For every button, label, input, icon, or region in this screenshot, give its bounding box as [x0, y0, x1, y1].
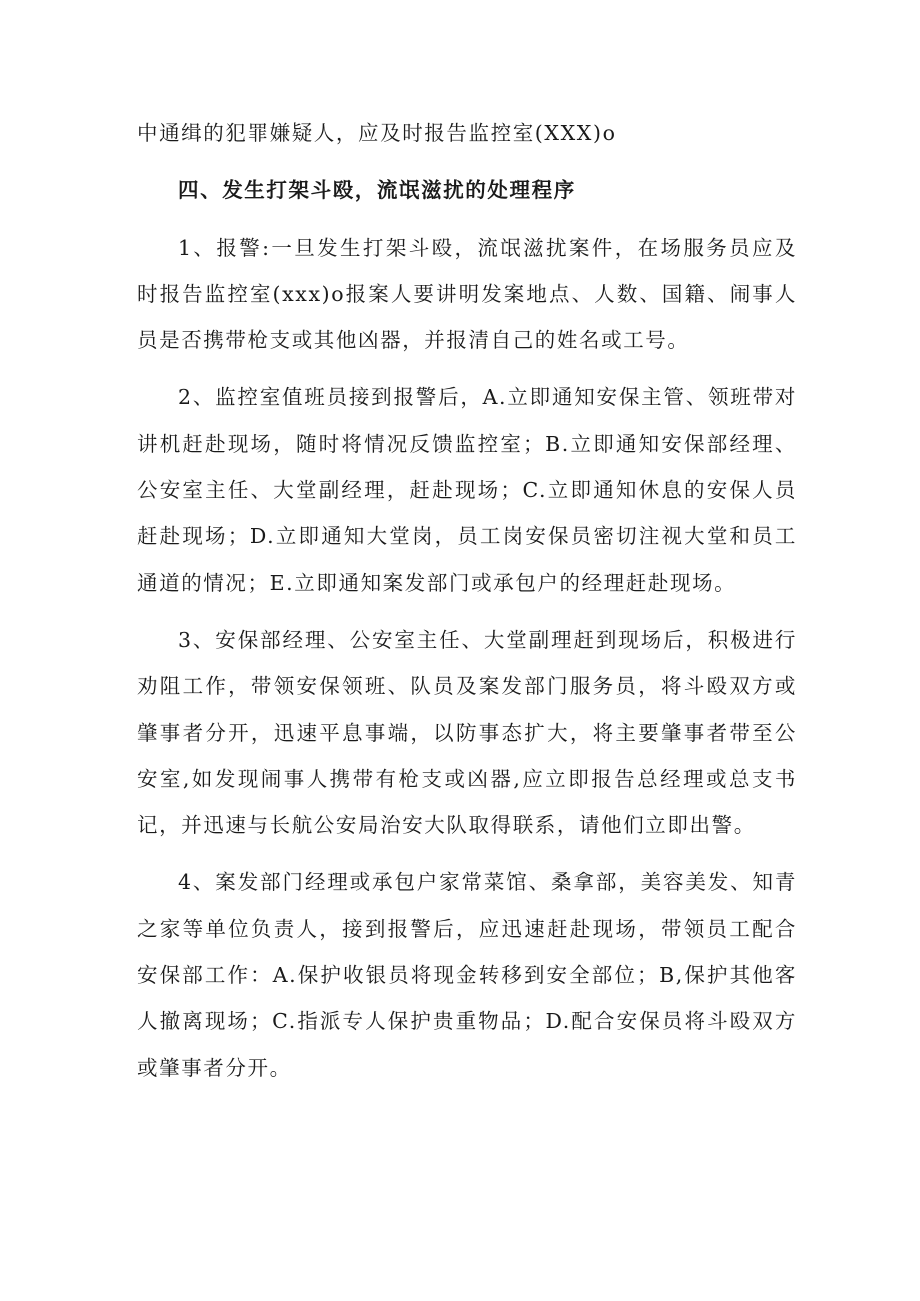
lead-paragraph: 中通缉的犯罪嫌疑人，应及时报告监控室(XXX)o	[137, 121, 617, 145]
paragraph-3: 3、安保部经理、公安室主任、大堂副理赶到现场后，积极进行劝阻工作，带领安保领班、队员及案发部门服务员，将斗殴双方或肇事者分开，迅速平息事端，以防事态扩大，将主要肇事者带至公安室,如发现闹事人携带有枪支或凶器,应立即报告总经理或总支书记，并迅速与长航公安局治安大队取得联系，请他们立即出警。	[137, 627, 797, 838]
section-heading: 四、发生打架斗殴，流氓滋扰的处理程序	[178, 178, 576, 203]
document-body	[137, 110, 797, 1102]
paragraph-2: 2、监控室值班员接到报警后，A.立即通知安保主管、领班带对讲机赶赴现场，随时将情况反馈监控室；B.立即通知安保部经理、公安室主任、大堂副经理，赶赴现场；C.立即通知休息的安保人员赶赴现场；D.立即通知大堂岗，员工岗安保员密切注视大堂和员工通道的情况；E.立即通知案发部门或承包户的经理赶赴现场。	[137, 385, 797, 595]
paragraph-4: 4、案发部门经理或承包户家常菜馆、桑拿部，美容美发、知青之家等单位负责人，接到报警后，应迅速赶赴现场，带领员工配合安保部工作：A.保护收银员将现金转移到安全部位；B,保护其他客人撤离现场；C.指派专人保护贵重物品；D.配合安保员将斗殴双方或肇事者分开。	[137, 870, 797, 1080]
paragraph-1: 1、报警:一旦发生打架斗殴，流氓滋扰案件，在场服务员应及时报告监控室(xxx)o报案人要讲明发案地点、人数、国籍、闹事人员是否携带枪支或其他凶器，并报清自己的姓名或工号。	[137, 235, 797, 353]
